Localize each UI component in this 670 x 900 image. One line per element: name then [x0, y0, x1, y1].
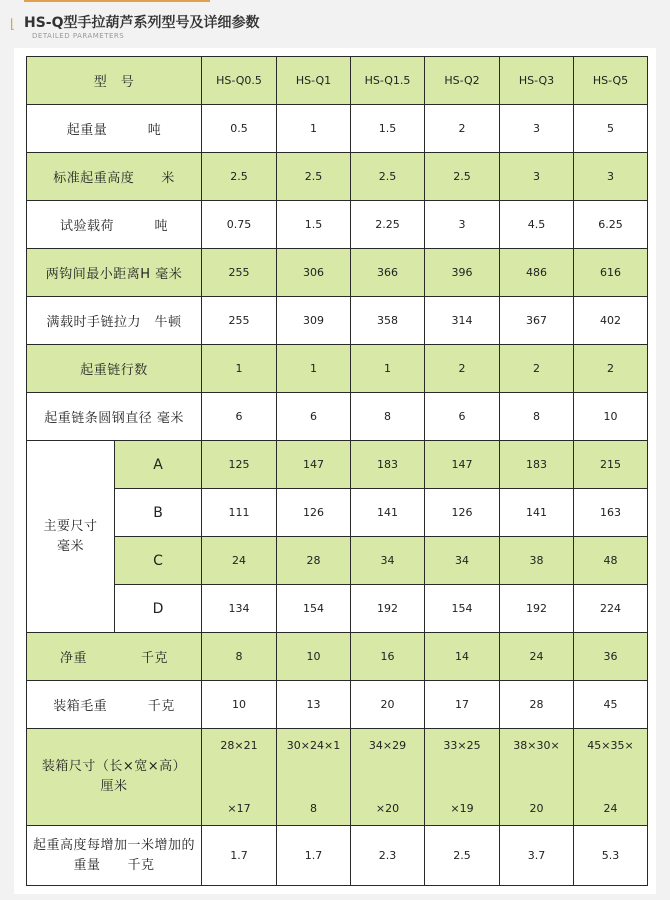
pack-value-line2: 20 — [529, 802, 544, 815]
section-header — [10, 10, 660, 48]
pack-value-wrap — [351, 729, 424, 825]
row-label-cell: 满载时手链拉力 牛顿 — [27, 297, 202, 345]
pack-value-wrap — [574, 729, 647, 825]
value-cell: 8 — [202, 633, 277, 681]
value-cell: 8 — [500, 393, 574, 441]
pack-value-line1: 45×35× — [587, 739, 634, 752]
value-cell: 2.5 — [351, 153, 425, 201]
value-cell: 147 — [277, 441, 351, 489]
row-label-cell: 起重链行数 — [27, 345, 202, 393]
value-cell: 28 — [277, 537, 351, 585]
value-cell: 154 — [425, 585, 500, 633]
value-cell: 2.5 — [202, 153, 277, 201]
value-cell: 154 — [277, 585, 351, 633]
value-cell: 126 — [277, 489, 351, 537]
row-label-cell: 装箱毛重 千克 — [27, 681, 202, 729]
pack-value-line1: 34×29 — [368, 739, 407, 752]
pack-size-row — [27, 729, 648, 826]
table-row — [27, 249, 648, 297]
value-cell: 1.5 — [351, 105, 425, 153]
value-cell: 17 — [425, 681, 500, 729]
value-cell: 3.7 — [500, 826, 574, 886]
value-cell: 141 — [500, 489, 574, 537]
value-cell: 111 — [202, 489, 277, 537]
value-cell: 10 — [202, 681, 277, 729]
pack-value-cell — [277, 729, 351, 826]
value-cell: 2.3 — [351, 826, 425, 886]
value-cell: 20 — [351, 681, 425, 729]
value-cell: 2.5 — [277, 153, 351, 201]
value-cell: 616 — [574, 249, 648, 297]
value-cell: 255 — [202, 297, 277, 345]
value-cell: 45 — [574, 681, 648, 729]
pack-value-wrap — [500, 729, 573, 825]
value-cell: 224 — [574, 585, 648, 633]
value-cell: 2 — [500, 345, 574, 393]
pack-value-cell — [351, 729, 425, 826]
model-header-cell: HS-Q0.5 — [202, 57, 277, 105]
value-cell: 183 — [500, 441, 574, 489]
value-cell: 358 — [351, 297, 425, 345]
model-header-cell: HS-Q3 — [500, 57, 574, 105]
model-header-cell: HS-Q1.5 — [351, 57, 425, 105]
pack-value-line2: 8 — [310, 802, 318, 815]
value-cell: 4.5 — [500, 201, 574, 249]
value-cell: 13 — [277, 681, 351, 729]
pack-value-line1: 33×25 — [443, 739, 481, 752]
value-cell: 0.5 — [202, 105, 277, 153]
value-cell: 5.3 — [574, 826, 648, 886]
table-row — [27, 153, 648, 201]
model-header-cell: HS-Q2 — [425, 57, 500, 105]
value-cell: 5 — [574, 105, 648, 153]
value-cell: 3 — [500, 105, 574, 153]
value-cell: 1 — [277, 105, 351, 153]
extra-label-line1: 起重高度每增加一米增加的 — [33, 837, 196, 853]
value-cell: 16 — [351, 633, 425, 681]
parameter-table — [26, 56, 648, 886]
value-cell: 2.25 — [351, 201, 425, 249]
section-subtitle: DETAILED PARAMETERS — [32, 32, 125, 40]
value-cell: 10 — [574, 393, 648, 441]
pack-value-line2: ×20 — [375, 802, 400, 815]
pack-value-line2: 24 — [603, 802, 618, 815]
gross-weight-row — [27, 681, 648, 729]
pack-value-line2: ×19 — [450, 802, 474, 815]
value-cell: 402 — [574, 297, 648, 345]
row-label-cell: 净重 千克 — [27, 633, 202, 681]
table-row — [27, 393, 648, 441]
pack-value-cell — [574, 729, 648, 826]
value-cell: 126 — [425, 489, 500, 537]
value-cell: 367 — [500, 297, 574, 345]
row-label-cell: 两钩间最小距离H 毫米 — [27, 249, 202, 297]
pack-value-cell — [500, 729, 574, 826]
value-cell: 255 — [202, 249, 277, 297]
value-cell: 1.7 — [277, 826, 351, 886]
value-cell: 215 — [574, 441, 648, 489]
pack-value-cell — [425, 729, 500, 826]
value-cell: 366 — [351, 249, 425, 297]
top-bar — [0, 0, 670, 5]
value-cell: 6 — [202, 393, 277, 441]
pack-value-wrap — [425, 729, 499, 825]
row-label-cell: 试验载荷 吨 — [27, 201, 202, 249]
value-cell: 34 — [351, 537, 425, 585]
dims-row — [27, 537, 648, 585]
pack-label-cell — [27, 729, 202, 826]
value-cell: 134 — [202, 585, 277, 633]
table-row — [27, 345, 648, 393]
dims-row — [27, 441, 648, 489]
value-cell: 1 — [351, 345, 425, 393]
value-cell: 28 — [500, 681, 574, 729]
row-label-cell: 标准起重高度 米 — [27, 153, 202, 201]
value-cell: 1 — [202, 345, 277, 393]
model-label-cell: 型 号 — [27, 57, 202, 105]
value-cell: 6.25 — [574, 201, 648, 249]
row-label-cell: 起重量 吨 — [27, 105, 202, 153]
extra-weight-row — [27, 826, 648, 886]
value-cell: 1.5 — [277, 201, 351, 249]
value-cell: 163 — [574, 489, 648, 537]
value-cell: 3 — [425, 201, 500, 249]
value-cell: 192 — [500, 585, 574, 633]
dims-sub-label-cell: D — [115, 585, 202, 633]
value-cell: 141 — [351, 489, 425, 537]
table-row — [27, 105, 648, 153]
pack-value-wrap — [202, 729, 276, 825]
value-cell: 2 — [574, 345, 648, 393]
table-row — [27, 201, 648, 249]
row-label-cell: 起重链条圆钢直径 毫米 — [27, 393, 202, 441]
value-cell: 2 — [425, 345, 500, 393]
value-cell: 34 — [425, 537, 500, 585]
bracket-icon: ⌊ — [10, 17, 16, 32]
value-cell: 38 — [500, 537, 574, 585]
model-header-cell: HS-Q1 — [277, 57, 351, 105]
value-cell: 2 — [425, 105, 500, 153]
value-cell: 2.5 — [425, 153, 500, 201]
value-cell: 1 — [277, 345, 351, 393]
value-cell: 1.7 — [202, 826, 277, 886]
dims-sub-label-cell: C — [115, 537, 202, 585]
value-cell: 14 — [425, 633, 500, 681]
value-cell: 8 — [351, 393, 425, 441]
value-cell: 2.5 — [425, 826, 500, 886]
value-cell: 306 — [277, 249, 351, 297]
header-row — [27, 57, 648, 105]
pack-value-line1: 38×30× — [513, 739, 560, 752]
net-weight-row — [27, 633, 648, 681]
dims-row — [27, 585, 648, 633]
extra-label-line2: 重量 千克 — [73, 857, 155, 873]
dims-row — [27, 489, 648, 537]
dims-label-cell — [27, 441, 115, 633]
pack-label-line2: 厘米 — [100, 779, 128, 794]
value-cell: 3 — [500, 153, 574, 201]
model-header-cell: HS-Q5 — [574, 57, 648, 105]
value-cell: 183 — [351, 441, 425, 489]
value-cell: 314 — [425, 297, 500, 345]
value-cell: 6 — [277, 393, 351, 441]
value-cell: 125 — [202, 441, 277, 489]
dims-label-line1: 主要尺寸 — [43, 518, 98, 534]
value-cell: 6 — [425, 393, 500, 441]
table-row — [27, 297, 648, 345]
value-cell: 0.75 — [202, 201, 277, 249]
value-cell: 36 — [574, 633, 648, 681]
dims-sub-label-cell: A — [115, 441, 202, 489]
dims-label-line2: 毫米 — [56, 538, 84, 554]
pack-value-wrap — [277, 729, 350, 825]
value-cell: 396 — [425, 249, 500, 297]
value-cell: 486 — [500, 249, 574, 297]
value-cell: 10 — [277, 633, 351, 681]
dims-sub-label-cell: B — [115, 489, 202, 537]
value-cell: 24 — [500, 633, 574, 681]
value-cell: 3 — [574, 153, 648, 201]
value-cell: 24 — [202, 537, 277, 585]
value-cell: 147 — [425, 441, 500, 489]
pack-value-cell — [202, 729, 277, 826]
extra-label-cell — [27, 826, 202, 886]
pack-label-line1: 装箱尺寸（长×宽×高） — [41, 759, 187, 774]
pack-value-line1: 30×24×1 — [286, 739, 341, 752]
pack-value-line1: 28×21 — [220, 739, 258, 752]
parameter-sheet — [14, 48, 656, 894]
top-accent-line — [24, 0, 210, 2]
value-cell: 309 — [277, 297, 351, 345]
value-cell: 192 — [351, 585, 425, 633]
value-cell: 48 — [574, 537, 648, 585]
section-title: HS-Q型手拉葫芦系列型号及详细参数 — [24, 15, 260, 31]
pack-value-line2: ×17 — [227, 802, 251, 815]
